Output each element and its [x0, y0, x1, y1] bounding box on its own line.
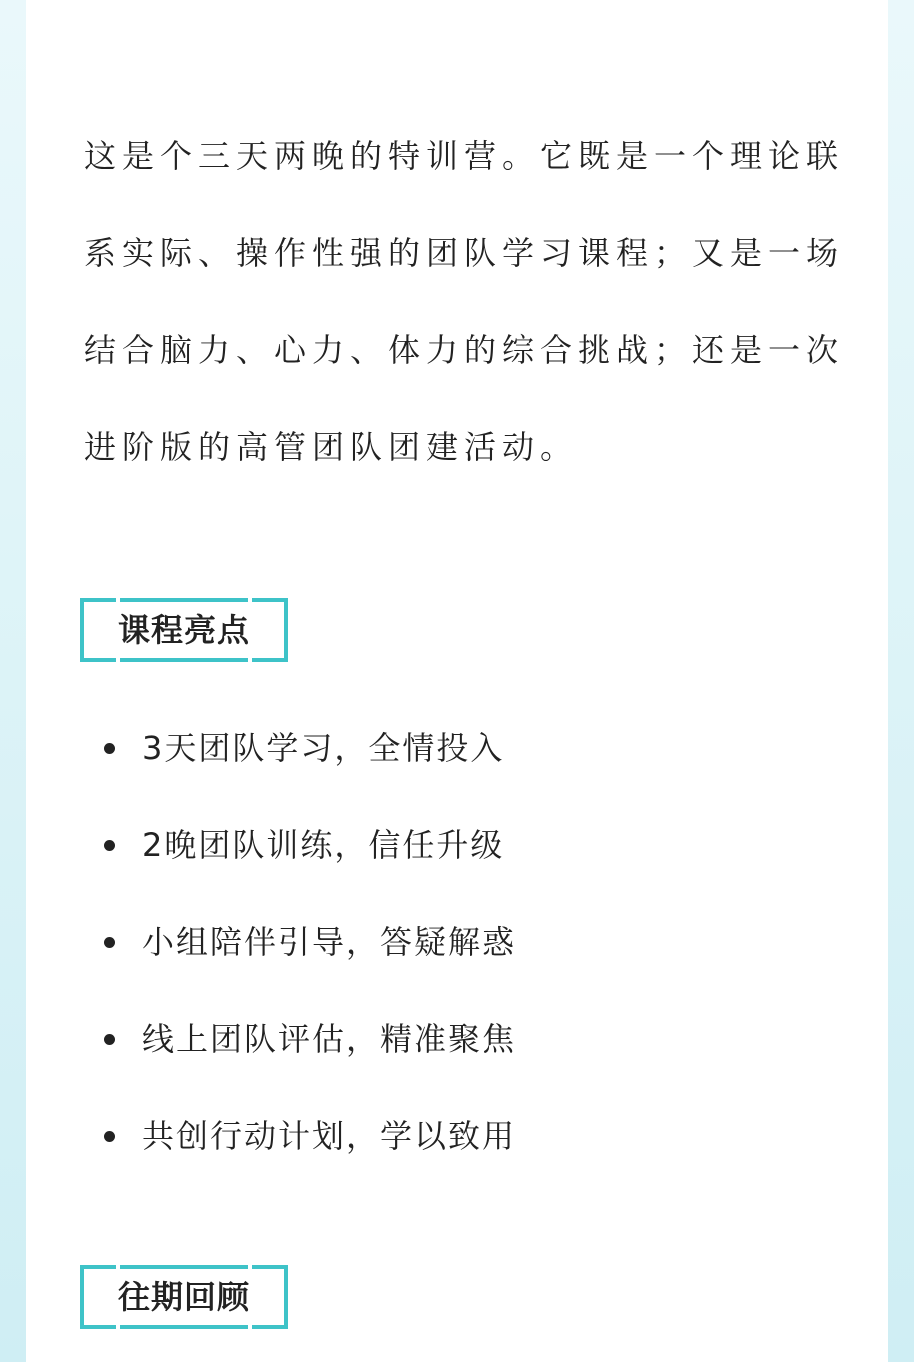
section-title-highlights-label: 课程亮点	[117, 611, 250, 649]
list-item: 2晚团队训练，信任升级	[104, 797, 516, 894]
intro-paragraph: 这是个三天两晚的特训营。它既是一个理论联系实际、操作性强的团队学习课程；又是一场结合脑力、心力、体力的综合挑战；还是一次进阶版的高管团队团建活动。	[84, 137, 845, 466]
list-item: 3天团队学习，全情投入	[104, 700, 516, 797]
list-item: 小组陪伴引导，答疑解惑	[104, 894, 516, 991]
list-item: 线上团队评估，精准聚焦	[104, 991, 516, 1088]
bullet-dot-icon	[104, 743, 115, 754]
section-title-highlights	[80, 598, 288, 662]
bullet-dot-icon	[104, 937, 115, 948]
bullet-dot-icon	[104, 1131, 115, 1142]
bullet-dot-icon	[104, 1034, 115, 1045]
bullet-dot-icon	[104, 840, 115, 851]
highlights-list	[104, 700, 516, 1185]
section-title-review	[80, 1265, 288, 1329]
section-title-review-label: 往期回顾	[117, 1278, 250, 1316]
list-item: 共创行动计划，学以致用	[104, 1088, 516, 1185]
